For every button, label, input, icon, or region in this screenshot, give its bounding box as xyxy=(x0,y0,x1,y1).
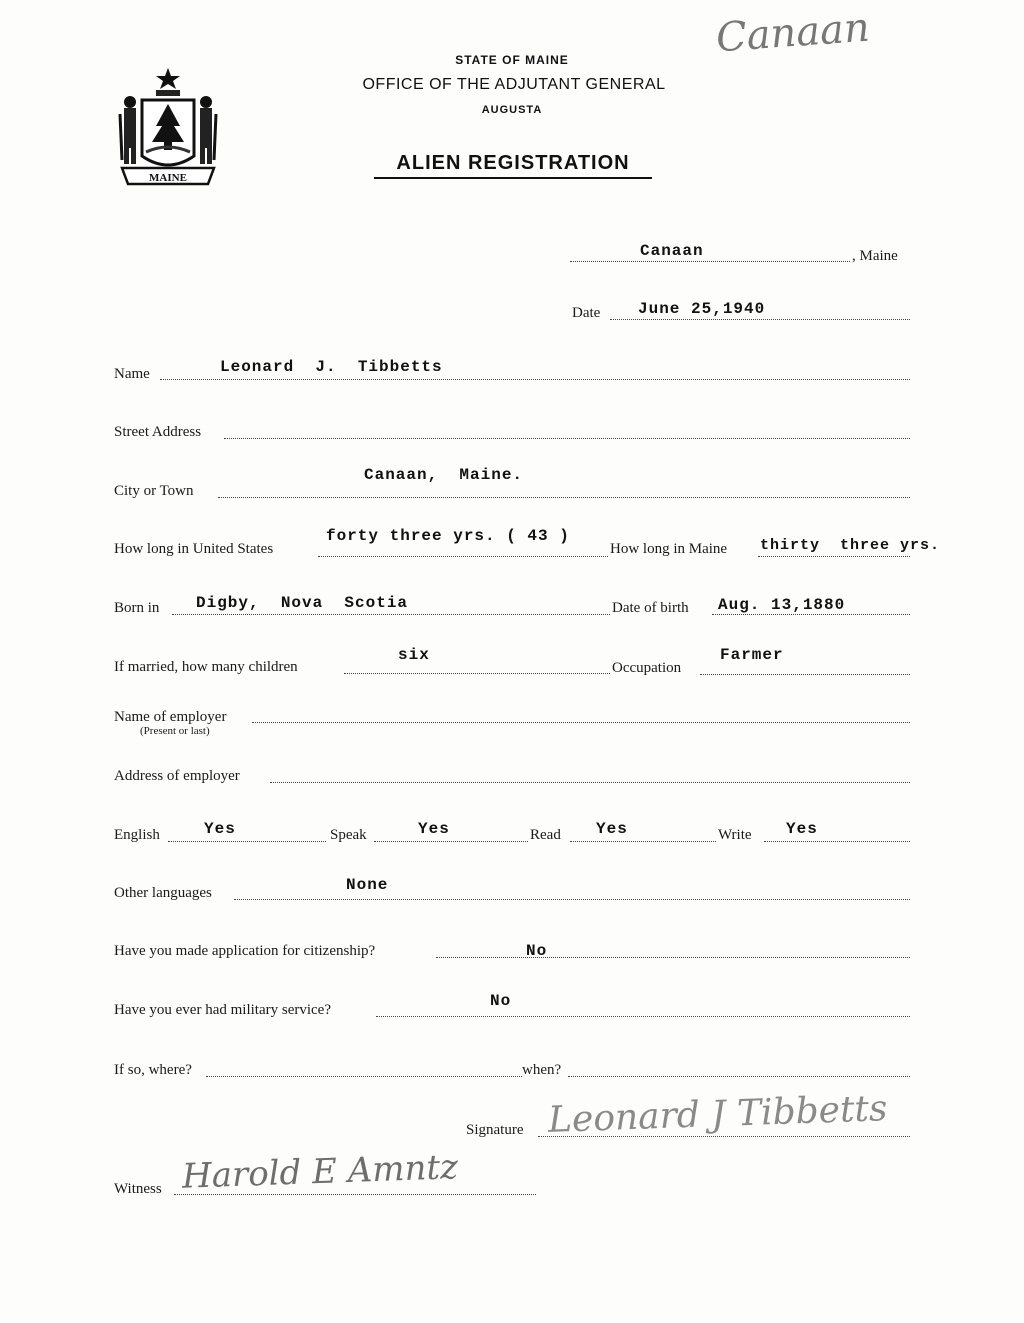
name-label: Name xyxy=(114,366,150,382)
signature-value: Leonard J Tibbetts xyxy=(547,1088,889,1141)
employer-label: Name of employer xyxy=(114,709,227,725)
title-underline xyxy=(374,177,652,179)
header-state: STATE OF MAINE xyxy=(455,53,569,67)
military-value: No xyxy=(490,992,512,1010)
citizenship-value: No xyxy=(526,942,548,960)
header-office: OFFICE OF THE ADJUTANT GENERAL xyxy=(362,76,666,93)
children-value: six xyxy=(398,646,430,664)
maine-duration-label: How long in Maine xyxy=(610,541,728,557)
military-label: Have you ever had military service? xyxy=(114,1002,331,1018)
dob-label: Date of birth xyxy=(612,600,689,616)
english-line xyxy=(168,841,326,842)
children-line xyxy=(344,673,610,674)
write-value: Yes xyxy=(786,820,818,838)
name-value: Leonard J. Tibbetts xyxy=(220,358,443,376)
city-label: City or Town xyxy=(114,483,194,499)
maine-duration-line xyxy=(758,556,910,557)
employer-line xyxy=(252,722,910,723)
street-line xyxy=(224,438,910,439)
employer-sublabel: (Present or last) xyxy=(140,725,210,737)
read-value: Yes xyxy=(596,820,628,838)
seal-emblem-icon xyxy=(112,64,224,188)
date-value: June 25,1940 xyxy=(638,300,766,318)
occupation-value: Farmer xyxy=(720,646,784,664)
employer-address-line xyxy=(270,782,910,783)
when-label: when? xyxy=(522,1062,562,1078)
place-suffix: , Maine xyxy=(852,248,898,264)
occupation-label: Occupation xyxy=(612,660,682,676)
us-duration-value: forty three yrs. ( 43 ) xyxy=(326,527,570,545)
corner-town-note: Canaan xyxy=(714,4,872,62)
english-label: English xyxy=(114,827,160,843)
name-line xyxy=(160,379,910,380)
where-line xyxy=(206,1076,522,1077)
employer-address-label: Address of employer xyxy=(114,768,240,784)
us-duration-label: How long in United States xyxy=(114,541,274,557)
dob-line xyxy=(712,614,910,615)
signature-label: Signature xyxy=(466,1122,524,1138)
header-city: AUGUSTA xyxy=(481,104,543,116)
read-label: Read xyxy=(530,827,561,843)
other-languages-line xyxy=(234,899,910,900)
occupation-line xyxy=(700,674,910,675)
date-line xyxy=(610,319,910,320)
when-line xyxy=(568,1076,910,1077)
date-label: Date xyxy=(572,305,601,321)
other-languages-label: Other languages xyxy=(114,885,212,901)
citizenship-label: Have you made application for citizenship? xyxy=(114,943,376,959)
english-value: Yes xyxy=(204,820,236,838)
place-line xyxy=(570,261,850,262)
city-value: Canaan, Maine. xyxy=(364,466,524,484)
citizenship-line xyxy=(436,957,910,958)
where-label: If so, where? xyxy=(114,1062,192,1078)
born-line xyxy=(172,614,610,615)
city-line xyxy=(218,497,910,498)
born-label: Born in xyxy=(114,600,160,616)
witness-label: Witness xyxy=(114,1181,162,1197)
seal-banner-text: MAINE xyxy=(149,172,187,184)
us-duration-line xyxy=(318,556,608,557)
maine-duration-value: thirty three yrs. xyxy=(760,537,941,554)
place-value: Canaan xyxy=(640,242,704,260)
read-line xyxy=(570,841,716,842)
children-label: If married, how many children xyxy=(114,659,298,675)
street-label: Street Address xyxy=(114,424,202,440)
write-label: Write xyxy=(718,827,752,843)
military-line xyxy=(376,1016,910,1017)
born-value: Digby, Nova Scotia xyxy=(196,594,409,612)
other-languages-value: None xyxy=(346,876,389,894)
form-title: ALIEN REGISTRATION xyxy=(396,152,630,174)
speak-line xyxy=(374,841,528,842)
witness-value: Harold E Amntz xyxy=(181,1147,459,1197)
dob-value: Aug. 13,1880 xyxy=(718,596,846,614)
speak-label: Speak xyxy=(330,827,367,843)
state-seal xyxy=(112,64,224,188)
speak-value: Yes xyxy=(418,820,450,838)
write-line xyxy=(764,841,910,842)
